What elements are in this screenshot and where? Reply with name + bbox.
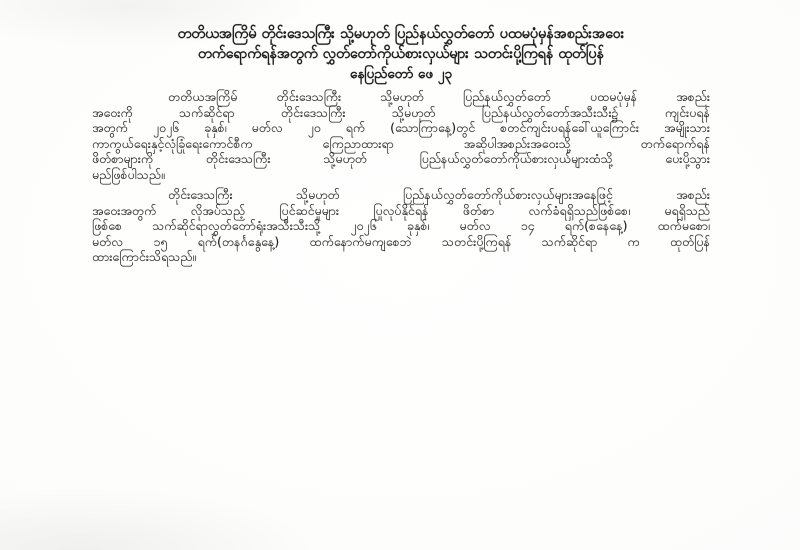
document-content <box>92 24 710 265</box>
text-line: ဖိတ်စာများကို တိုင်းဒေသကြီး သို့မဟုတ် ပြည်နယ်လွှတ်တော်ကိုယ်စားလှယ်များထံသို့ ပေးပို့သွား <box>92 151 710 166</box>
document-title-line-1: တတိယအကြိမ် တိုင်းဒေသကြီး သို့မဟုတ် ပြည်နယ်လွှတ်တော် ပထမပုံမှန်အစည်းအဝေး <box>177 26 625 42</box>
dateline: နေပြည်တော် ဖေ ၂၃ <box>349 66 453 82</box>
text-line: မည်ဖြစ်ပါသည်။ <box>92 166 165 182</box>
text-line: ထားကြောင်းသိရသည်။ <box>92 249 197 264</box>
text-line: အတွက် ၂၀၂၆ ခုနှစ်၊ မတ်လ ၂၀ ရက် (သောကြာနေ့)တွင် စတင်ကျင်းပရန်ခေါ်ယူကြောင်း အမျိုးသား <box>92 120 710 135</box>
text-line: အဝေးအတွက် လိုအပ်သည့် ပြင်ဆင်မှုများ ပြုလုပ်နိုင်ရန် ဖိတ်စာ လက်ခံရရှိသည်ဖြစ်စေ၊ မရရှိသည် <box>92 202 710 218</box>
text-line: ဖြစ်စေ သက်ဆိုင်ရာလွှတ်တော်ရုံးအသီးသီးသို့ ၂၀၂၆ ခုနှစ်၊ မတ်လ ၁၄ ရက်(စနေနေ့) ထက်မစော၊ <box>92 218 710 233</box>
paragraph-2 <box>92 187 710 265</box>
text-line: အဝေးကို သက်ဆိုင်ရာ တိုင်းဒေသကြီး သို့မဟုတ် ပြည်နယ်လွှတ်တော်အသီးသီး၌ ကျင်းပရန် <box>92 104 710 120</box>
text-line: တိုင်းဒေသကြီး သို့မဟုတ် ပြည်နယ်လွှတ်တော်ကိုယ်စားလှယ်များအနေဖြင့် အစည်း <box>168 187 710 202</box>
text-line: တတိယအကြိမ် တိုင်းဒေသကြီး သို့မဟုတ် ပြည်နယ်လွှတ်တော် ပထမပုံမှန် အစည်း <box>168 89 710 104</box>
paragraph-1 <box>92 89 710 182</box>
text-line: မတ်လ ၁၅ ရက်(တနင်္ဂနွေနေ့) ထက်နောက်မကျစေဘဲ သတင်းပို့ကြရန် သက်ဆိုင်ရာ က ထုတ်ပြန် <box>92 233 710 249</box>
text-line: ကာကွယ်ရေးနှင့်လုံခြုံရေးကောင်စီက ကြေညာထားရာ အဆိုပါအစည်းအဝေးသို့ တက်ရောက်ရန် <box>92 135 710 151</box>
document-title-line-2: တက်ရောက်ရန်အတွက် လွှတ်တော်ကိုယ်စားလှယ်များ သတင်းပို့ကြရန် ထုတ်ပြန် <box>198 46 604 62</box>
